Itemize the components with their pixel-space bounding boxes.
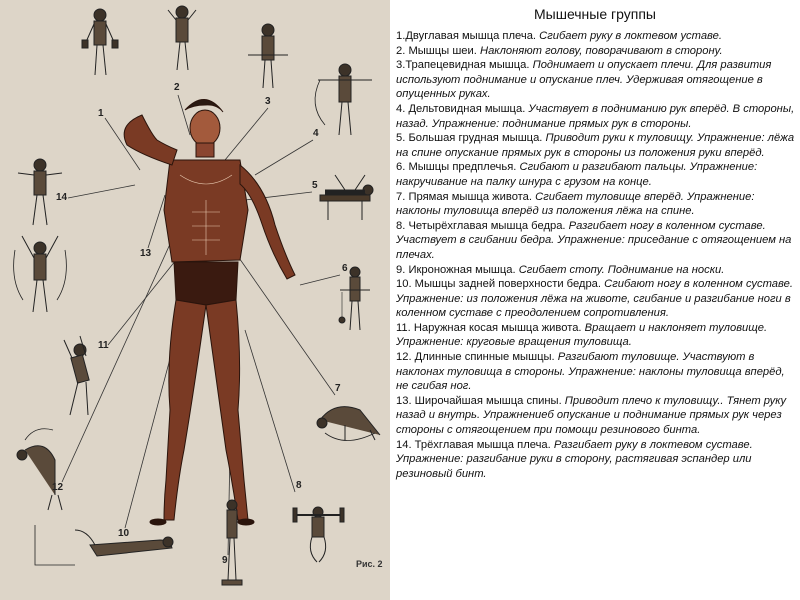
item-head: 2. Мышцы шеи. [396, 44, 477, 57]
list-item [396, 44, 796, 59]
item-head: 4. Дельтовидная мышца. [396, 102, 526, 115]
item-head: 12. Длинные спинные мышцы. [396, 351, 555, 364]
list-item [396, 102, 796, 131]
list-item [396, 131, 796, 160]
item-head: 14. Трёхглавая мышца плеча. [396, 438, 551, 451]
label-number-12: 12 [52, 482, 64, 493]
list-item [396, 29, 796, 44]
label-number-9: 9 [222, 555, 228, 566]
item-head: 8. Четырёхглавая мышца бедра. [396, 219, 566, 232]
label-number-6: 6 [342, 263, 348, 274]
list-item [396, 438, 796, 482]
item-desc: Участвует в подниманию рук вперёд. В стороны, назад. Упражнение: поднимание прямых рук в стороны. [396, 102, 795, 130]
item-desc: Сгибает туловище вперёд. Упражнение: наклоны туловища вперёд из положения лёжа на спине. [396, 190, 755, 218]
item-head: 5. Большая грудная мышца. [396, 132, 543, 145]
list-item [396, 263, 796, 278]
item-desc: Сгибает стопу. Поднимание на носки. [515, 263, 725, 276]
item-desc: Поднимает и опускает плечи. Для развития используют поднимание и опускание плеч. Удерживая отягощение в опущенных руках. [396, 59, 772, 101]
item-desc: Приводит плечо к туловищу.. Тянет руку назад и внутрь. Упражнениеб опускание и поднимание прямых рук через стороны с отягощением при помощи резинового бинта. [396, 394, 787, 437]
label-number-14: 14 [56, 192, 68, 203]
item-head: 1.Двуглавая мышца плеча. [396, 30, 537, 42]
item-desc: Разгибают туловище. Участвуют в наклонах туловища в стороны. Упражнение: наклоны туловища вперёд, не сгибая ног. [396, 351, 785, 393]
item-desc: Наклоняют голову, поворачивают в сторону. [476, 44, 723, 57]
item-head: 10. Мышцы задней поверхности бедра. [396, 278, 602, 291]
list-item [396, 394, 796, 438]
item-head: 13. Широчайшая мышца спины. [396, 394, 562, 407]
anatomy-drawing [0, 0, 390, 600]
label-number-2: 2 [174, 82, 180, 93]
item-head: 7. Прямая мышца живота. [396, 190, 533, 203]
label-number-5: 5 [312, 180, 318, 191]
item-head: 11. Наружная косая мышца живота. [396, 321, 582, 334]
item-desc: Сгибают ногу в коленном суставе. Упражнение: из положения лёжа на животе, сгибание и разгибание ноги в коленном суставе с преодолением сопротивления. [396, 278, 793, 320]
label-number-7: 7 [335, 383, 341, 394]
list-item [396, 190, 796, 219]
list-item [396, 350, 796, 394]
description-panel [390, 0, 800, 600]
item-desc: Сгибают и разгибают пальцы. Упражнение: накручивание на палку шнура с грузом на конце. [396, 161, 758, 188]
label-number-10: 10 [118, 528, 130, 539]
muscle-list [396, 29, 796, 481]
page-title: Мышечные группы [533, 6, 656, 22]
label-number-8: 8 [296, 480, 302, 491]
item-head: 6. Мышцы предплечья. [396, 161, 517, 174]
central-figure [124, 99, 295, 525]
muscle-illustration [0, 0, 390, 600]
list-item [396, 58, 796, 102]
item-desc: Сгибает руку в локтевом уставе. [536, 30, 722, 42]
label-number-13: 13 [140, 248, 152, 259]
label-number-4: 4 [313, 128, 319, 139]
label-number-11: 11 [98, 340, 109, 351]
item-desc: Вращает и наклоняет туловище. Упражнение: круговые вращения туловища. [396, 321, 768, 349]
label-number-3: 3 [265, 96, 271, 107]
list-item [396, 321, 796, 350]
item-desc: Приводит руки к туловищу. Упражнение: лёжа на спине опускание прямых рук в стороны из положения руки вперёд. [396, 132, 795, 159]
label-number-1: 1 [98, 108, 104, 119]
item-head: 3.Трапецевидная мышца. [396, 59, 530, 72]
list-item [396, 160, 796, 189]
list-item [396, 219, 796, 263]
figure-caption: Рис. 2 [356, 559, 383, 569]
item-desc: Разгибает ногу в коленном суставе. Участвует в сгибании бедра. Упражнение: приседание с отягощением на плечах. [396, 219, 792, 261]
item-desc: Разгибает руку в локтевом суставе. Упражнение: разгибание руки в сторону, растягивая эспандер или резиновый бинт. [396, 438, 753, 480]
item-head: 9. Икроножная мышца. [396, 263, 516, 276]
list-item [396, 277, 796, 321]
